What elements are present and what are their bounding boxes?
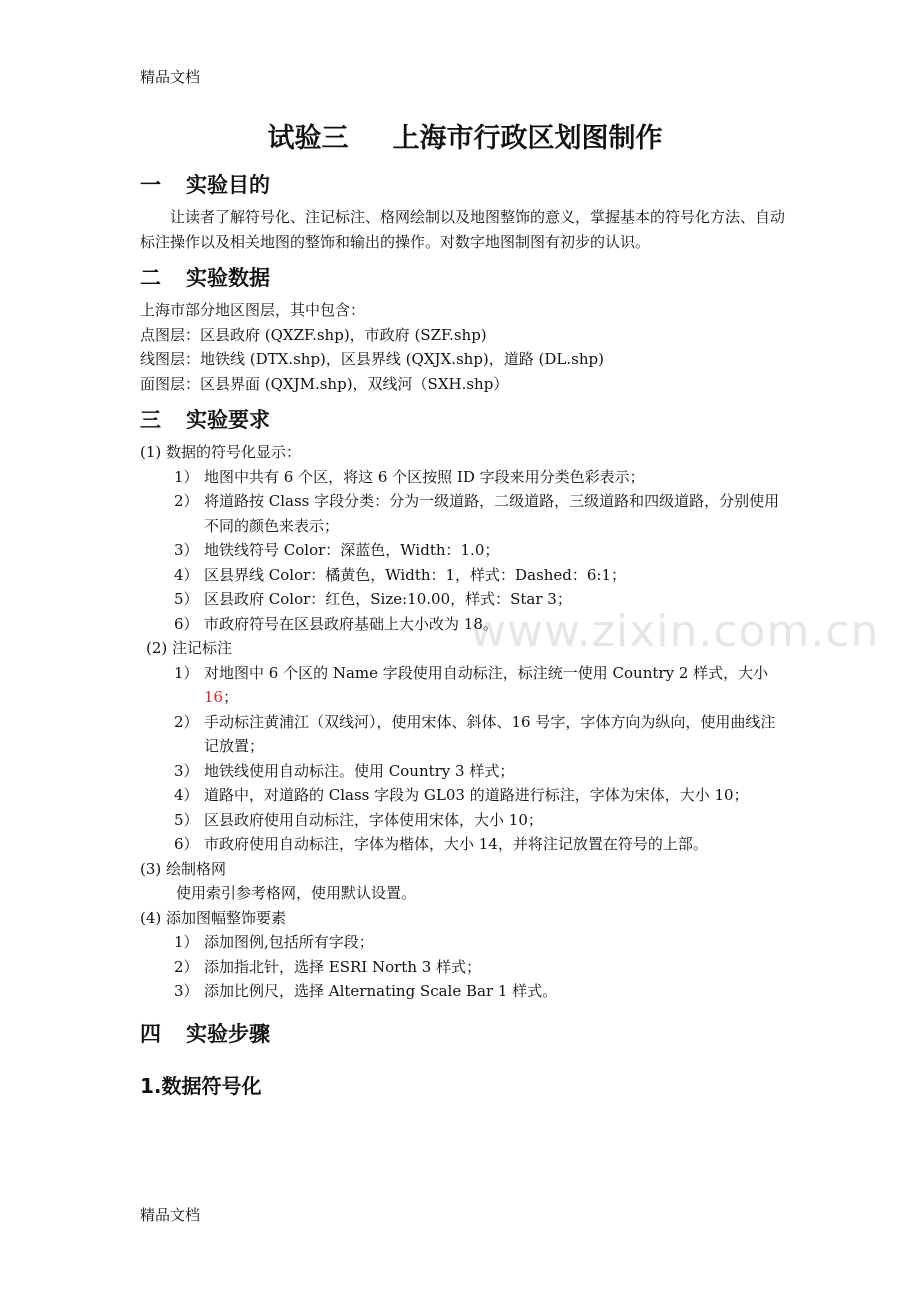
list-item	[140, 979, 790, 1004]
list-marker: 3）	[174, 982, 199, 1000]
list-text: 区县界线 Color：橘黄色，Width：1，样式：Dashed：6:1；	[204, 565, 627, 584]
list-text: 区县政府使用自动标注，字体使用宋体，大小 10；	[204, 810, 543, 829]
list-marker: 3）	[174, 541, 199, 559]
section-title: 实验步骤	[186, 1021, 270, 1046]
list-text: 添加图例,包括所有字段；	[204, 933, 374, 951]
title-part2: 上海市行政区划图制作	[392, 123, 663, 154]
grid-instruction: 使用索引参考格网，使用默认设置。	[176, 884, 417, 902]
list-text: 将道路按 Class 字段分类：分为一级道路，二级道路，三级道路和四级道路，分别使用不同的颜色来表示；	[204, 492, 780, 535]
list-item	[140, 783, 790, 808]
list-marker: 2）	[174, 957, 199, 976]
list-item	[140, 930, 790, 955]
list-text: 地图中共有 6 个区，将这 6 个区按照 ID 字段来用分类色彩表示；	[204, 467, 645, 486]
list-marker: 1）	[174, 663, 199, 682]
list-item	[140, 563, 790, 588]
data-line: 上海市部分地区图层，其中包含：	[140, 301, 366, 319]
data-line: 点图层：区县政府 (QXZF.shp)，市政府 (SZF.shp)	[140, 325, 487, 344]
list-item	[140, 489, 790, 538]
list-marker: 6）	[174, 614, 199, 633]
list-marker: 1）	[174, 467, 199, 486]
list-text: 道路中，对道路的 Class 字段为 GL03 的道路进行标注，字体为宋体，大小 10；	[204, 786, 749, 804]
list-text-end: ；	[223, 688, 239, 706]
list-item	[140, 587, 790, 612]
list-item	[140, 759, 790, 784]
list-item	[140, 661, 790, 710]
requirement-group-label: (3) 绘制格网	[140, 859, 227, 878]
section-number: 一	[140, 173, 161, 197]
purpose-paragraph: 让读者了解符号化、注记标注、格网绘制以及地图整饰的意义，掌握基本的符号化方法、自动标注操作以及相关地图的整饰和输出的操作。对数字地图制图有初步的认识。	[140, 208, 786, 251]
list-text: 市政府使用自动标注，字体为楷体，大小 14，并将注记放置在符号的上部。	[204, 835, 708, 853]
list-text-main: 对地图中 6 个区的 Name 字段使用自动标注，标注统一使用 Country 2 样式，大小	[204, 663, 769, 682]
list-text: 添加比例尺，选择 Alternating Scale Bar 1 样式。	[204, 982, 558, 1000]
list-text: 地铁线使用自动标注。使用 Country 3 样式；	[204, 761, 515, 780]
list-item	[140, 955, 790, 980]
list-item	[140, 808, 790, 833]
list-marker: 5）	[174, 810, 199, 829]
list-text: 市政府符号在区县政府基础上大小改为 18。	[204, 614, 498, 633]
section-title: 实验目的	[186, 173, 270, 197]
section-title: 实验要求	[186, 408, 270, 432]
document-title	[140, 116, 790, 155]
list-marker: 5）	[174, 590, 199, 608]
document-body	[140, 116, 790, 1099]
list-item	[140, 710, 790, 759]
section-heading-requirements	[140, 404, 790, 434]
step-heading: 1.数据符号化	[140, 1073, 262, 1098]
section-title: 实验数据	[186, 266, 270, 290]
page-header: 精品文档	[140, 68, 201, 86]
list-item	[140, 538, 790, 563]
data-line: 线图层：地铁线 (DTX.shp)，区县界线 (QXJX.shp)，道路 (DL.shp)	[140, 350, 604, 368]
section-heading-steps	[140, 1018, 790, 1048]
section-number: 二	[140, 266, 161, 290]
list-text: 添加指北针，选择 ESRI North 3 样式；	[204, 957, 482, 976]
requirement-group-label: (1) 数据的符号化显示：	[140, 443, 302, 461]
list-item	[140, 465, 790, 490]
list-marker: 2）	[174, 492, 199, 510]
highlighted-size: 16	[204, 688, 224, 706]
title-part1: 试验三	[267, 123, 349, 154]
list-item	[140, 612, 790, 637]
page-footer: 精品文档	[140, 1206, 201, 1224]
list-item	[140, 832, 790, 857]
watermark: www.zixin.com.cn	[470, 606, 880, 657]
section-heading-purpose	[140, 169, 790, 199]
list-marker: 2）	[174, 712, 199, 731]
data-line: 面图层：区县界面 (QXJM.shp)，双线河（SXH.shp）	[140, 374, 509, 393]
section-heading-data	[140, 262, 790, 292]
list-marker: 1）	[174, 933, 199, 951]
list-marker: 6）	[174, 835, 199, 853]
requirement-group-label: (2) 注记标注	[146, 639, 233, 657]
requirement-group-label: (4) 添加图幅整饰要素	[140, 908, 287, 927]
list-text: 区县政府 Color：红色，Size:10.00，样式：Star 3；	[204, 590, 572, 608]
section-number: 三	[140, 408, 161, 432]
list-marker: 4）	[174, 565, 199, 584]
section-number: 四	[140, 1021, 161, 1046]
list-marker: 4）	[174, 786, 199, 804]
list-text: 手动标注黄浦江（双线河），使用宋体、斜体、16 号字，字体方向为纵向，使用曲线注记放置；	[204, 712, 776, 755]
list-text	[204, 661, 790, 710]
list-text: 地铁线符号 Color：深蓝色，Width：1.0；	[204, 541, 500, 559]
list-marker: 3）	[174, 761, 199, 780]
